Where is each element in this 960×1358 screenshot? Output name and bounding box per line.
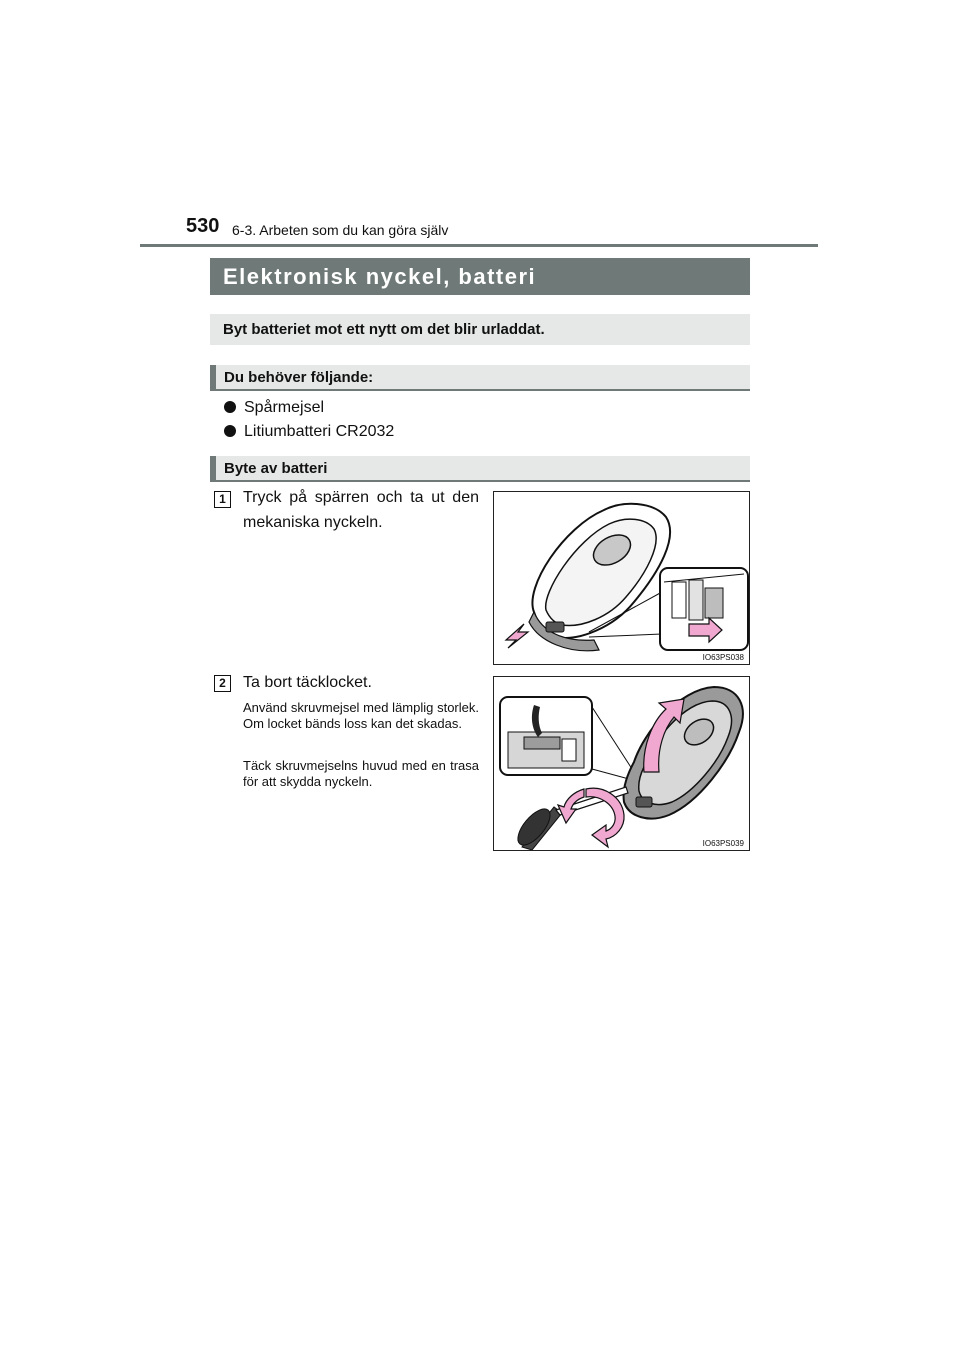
summary-box: Byt batteriet mot ett nytt om det blir urladdat. (210, 314, 750, 345)
key-fob-illustration-1 (494, 492, 749, 664)
key-fob-illustration-2 (494, 677, 749, 850)
figure-remove-mechanical-key (493, 491, 750, 665)
step-note: Använd skruvmejsel med lämplig storlek. Om locket bänds loss kan det skadas. (243, 700, 479, 731)
bullet-icon (224, 401, 236, 413)
page-number: 530 (186, 215, 220, 237)
list-item-label: Litiumbatteri CR2032 (244, 423, 395, 440)
list-item (224, 422, 394, 442)
step-note: Täck skruvmejselns huvud med en trasa för att skydda nyckeln. (243, 758, 479, 789)
step-number-badge: 1 (214, 491, 231, 508)
list-item-label: Spårmejsel (244, 399, 325, 416)
figure-id: IO63PS039 (702, 839, 744, 848)
header-rule (140, 244, 818, 247)
list-item (224, 398, 324, 418)
figure-id: IO63PS038 (702, 653, 744, 662)
bullet-icon (224, 425, 236, 437)
chapter-title: 6-3. Arbeten som du kan göra själv (232, 222, 449, 238)
figure-remove-cover (493, 676, 750, 851)
section-heading-replace: Byte av batteri (210, 456, 750, 482)
page-title: Elektronisk nyckel, batteri (210, 258, 750, 295)
step-text: Tryck på spärren och ta ut den mekaniska nyckeln. (243, 489, 479, 531)
step-number-badge: 2 (214, 675, 231, 692)
step-text: Ta bort täcklocket. (243, 674, 372, 691)
section-heading-needs: Du behöver följande: (210, 365, 750, 391)
